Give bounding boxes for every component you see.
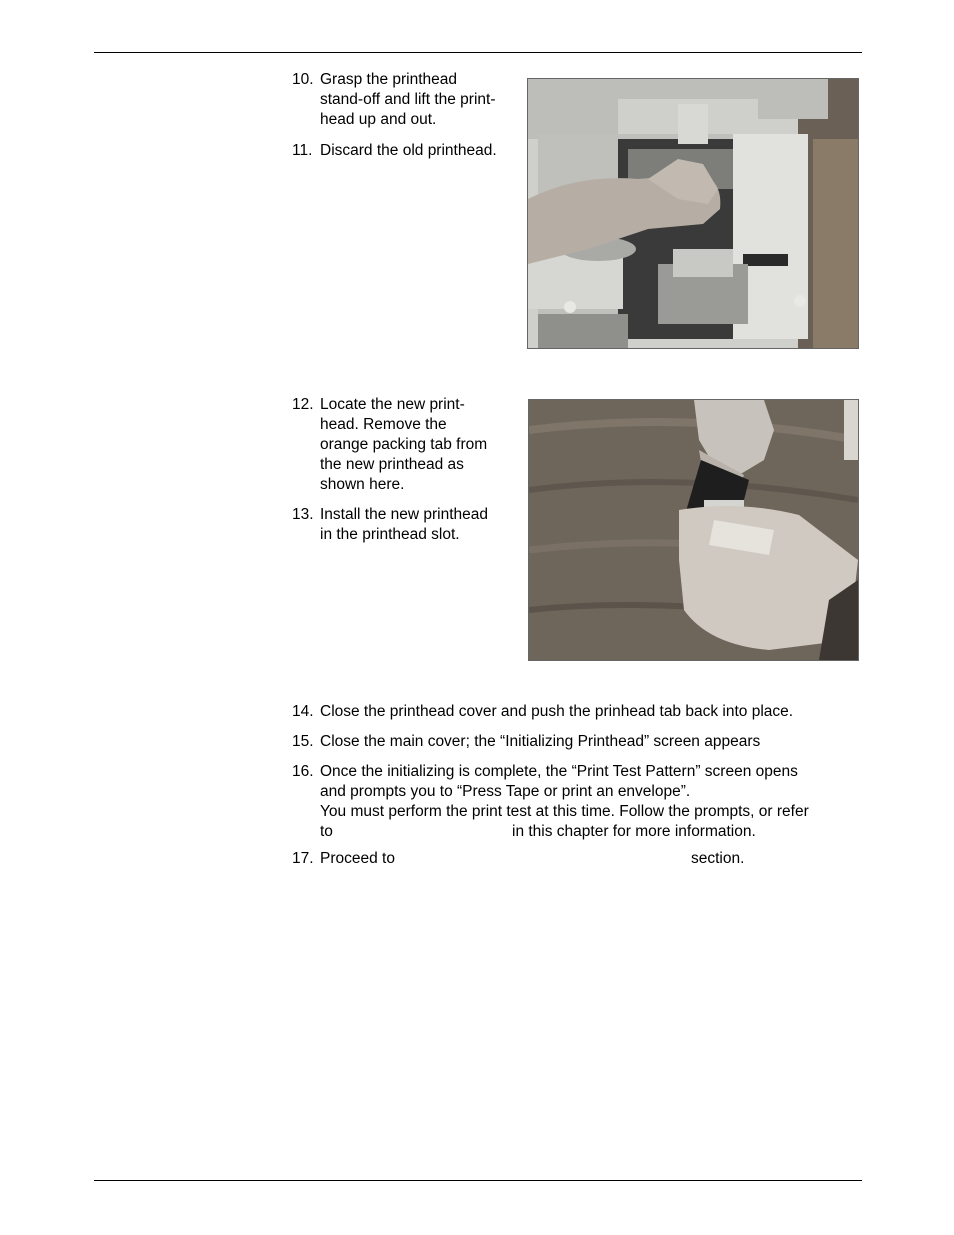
step-text: Grasp the printhead — [320, 71, 458, 88]
step-text: Close the printhead cover and push the prinhead tab back into place. — [320, 703, 794, 720]
step-text: stand-off and lift the print- — [320, 91, 496, 108]
step-number: 13. — [292, 506, 314, 523]
step-text: shown here. — [320, 476, 405, 493]
step-15 — [292, 732, 862, 752]
step-number: 17. — [292, 850, 314, 867]
step-13 — [292, 505, 527, 545]
step-text: You must perform the print test at this time. Follow the prompts, or refer — [320, 803, 809, 820]
step-11 — [292, 141, 527, 161]
step-text: Close the main cover; the “Initializing Printhead” screen appears — [320, 733, 761, 750]
step-number: 14. — [292, 703, 314, 720]
header-rule — [94, 52, 862, 53]
photo-remove-packing-tab — [528, 399, 859, 661]
step-16 — [292, 762, 862, 842]
step-text: Once the initializing is complete, the “Print Test Pattern” screen opens — [320, 763, 798, 780]
step-number: 11. — [292, 142, 313, 159]
step-text: in this chapter for more information. — [512, 823, 756, 840]
step-text: head. Remove the — [320, 416, 447, 433]
step-text: and prompts you to “Press Tape or print an envelope”. — [320, 783, 691, 800]
step-text: orange packing tab from — [320, 436, 488, 453]
step-number: 10. — [292, 71, 314, 88]
step-10 — [292, 70, 527, 130]
step-text: Discard the old printhead. — [320, 142, 497, 159]
step-text: to — [320, 823, 333, 840]
step-text: Install the new printhead — [320, 506, 489, 523]
step-number: 15. — [292, 733, 314, 750]
step-12 — [292, 395, 527, 495]
step-text-line — [320, 822, 862, 842]
step-text: in the printhead slot. — [320, 526, 460, 543]
footer-rule — [94, 1180, 862, 1181]
step-number: 16. — [292, 763, 314, 780]
step-text: the new printhead as — [320, 456, 464, 473]
step-text: Locate the new print- — [320, 396, 465, 413]
step-17 — [292, 849, 862, 869]
photo-remove-printhead — [527, 78, 859, 349]
step-text: Proceed to — [320, 850, 395, 867]
step-text: section. — [691, 850, 745, 867]
step-14 — [292, 702, 862, 722]
step-number: 12. — [292, 396, 314, 413]
step-text: head up and out. — [320, 111, 437, 128]
